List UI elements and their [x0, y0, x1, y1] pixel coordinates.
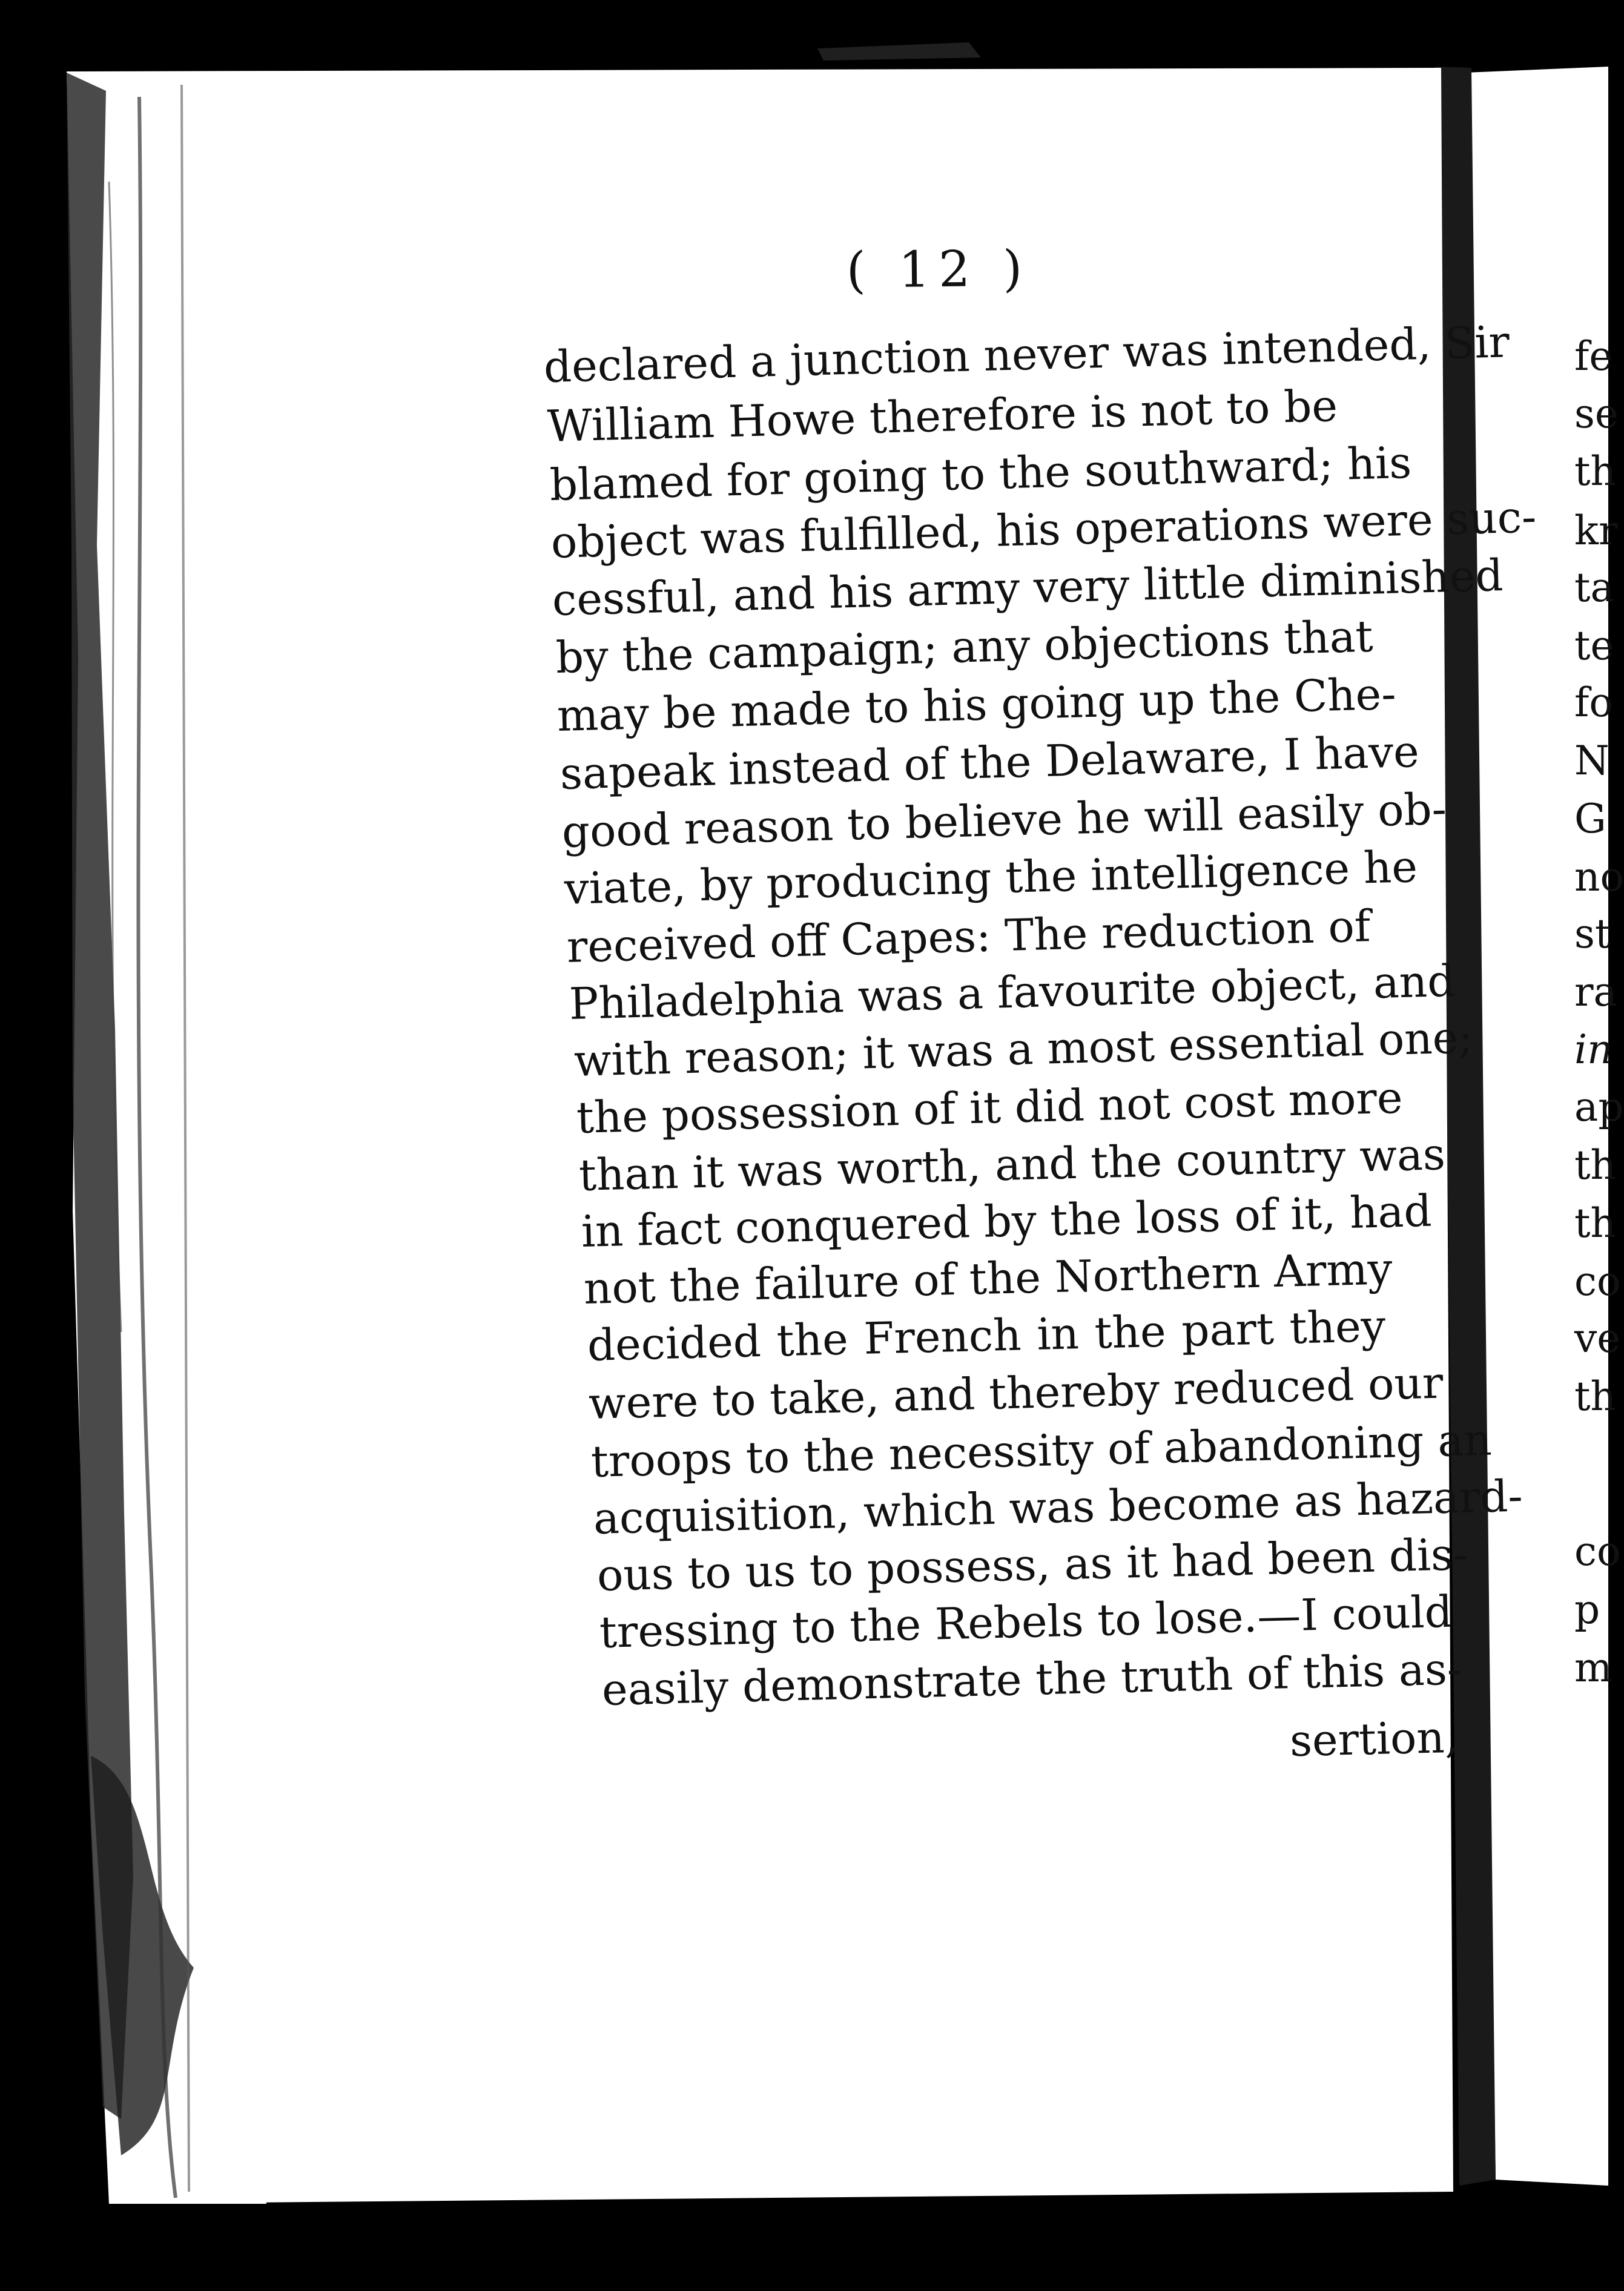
text-line: than it was worth, and the country was [578, 1129, 1446, 1201]
text-line: acquisition, which was become as hazard- [592, 1470, 1523, 1544]
fragment: co [1574, 1528, 1621, 1575]
catchword: sertion, [1289, 1711, 1459, 1767]
text-line: ous to us to possess, as it had been dis- [596, 1528, 1469, 1601]
text-line: may be made to his going up the Che- [556, 668, 1397, 741]
fragment: th [1574, 1142, 1617, 1188]
text-line: decided the French in the part they [586, 1300, 1387, 1371]
text-line: were to take, and thereby reduced our [587, 1357, 1444, 1429]
fragment: p [1574, 1586, 1600, 1633]
fragment: in [1574, 1026, 1613, 1073]
text-line: received off Capes: The reduction of [566, 900, 1371, 972]
text-line: not the failure of the Northern Army [583, 1243, 1393, 1314]
page-number: ( 12 ) [846, 240, 1031, 300]
fragment: th [1574, 1373, 1617, 1420]
text-line: with reason; it was a most essential one; [573, 1012, 1474, 1086]
fragment: th [1574, 1200, 1617, 1247]
fragment: kr [1574, 507, 1618, 554]
text-line: William Howe therefore is not to be [546, 380, 1338, 452]
text-line: Philadelphia was a favourite object, and [568, 955, 1456, 1029]
text-line: in fact conquered by the loss of it, had [580, 1185, 1433, 1257]
text-line: easily demonstrate the truth of this as- [601, 1643, 1463, 1715]
text-line: tressing to the Rebels to lose.—I could [598, 1586, 1453, 1658]
fragment: N [1574, 737, 1609, 784]
text-line: blamed for going to the southward; his [549, 437, 1413, 510]
text-line: sapeak instead of the Delaware, I have [559, 725, 1420, 799]
text-line: by the campaign; any objections that [555, 610, 1374, 683]
fragment: se [1574, 391, 1619, 437]
fragment: st [1574, 911, 1611, 957]
fragment: fo [1574, 679, 1614, 726]
text-line: the possession of it did not cost more [575, 1072, 1404, 1143]
fragment: no [1574, 854, 1624, 900]
fragment: m [1574, 1644, 1612, 1691]
text-line: good reason to believe he will easily ob- [561, 783, 1447, 857]
fragment: te [1574, 622, 1614, 669]
text-line: troops to the necessity of abandoning an [590, 1414, 1493, 1487]
fragment: ra [1574, 969, 1617, 1015]
fragment: G [1574, 796, 1606, 842]
fragment: ta [1574, 564, 1614, 611]
fragment: fe [1574, 333, 1613, 380]
text-line: cessful, and his army very little diminished [551, 549, 1504, 625]
fragment: ap [1574, 1084, 1624, 1130]
fragment: th [1574, 448, 1617, 495]
text-line: object was fulfilled, his operations were suc- [550, 491, 1537, 568]
fragment: co [1574, 1258, 1621, 1305]
fragment: ve [1574, 1315, 1621, 1362]
adjacent-page-fragments [1574, 315, 1624, 1707]
text-line: declared a junction never was intended, Sir [543, 316, 1510, 392]
text-line: viate, by producing the intelligence he [563, 841, 1418, 914]
